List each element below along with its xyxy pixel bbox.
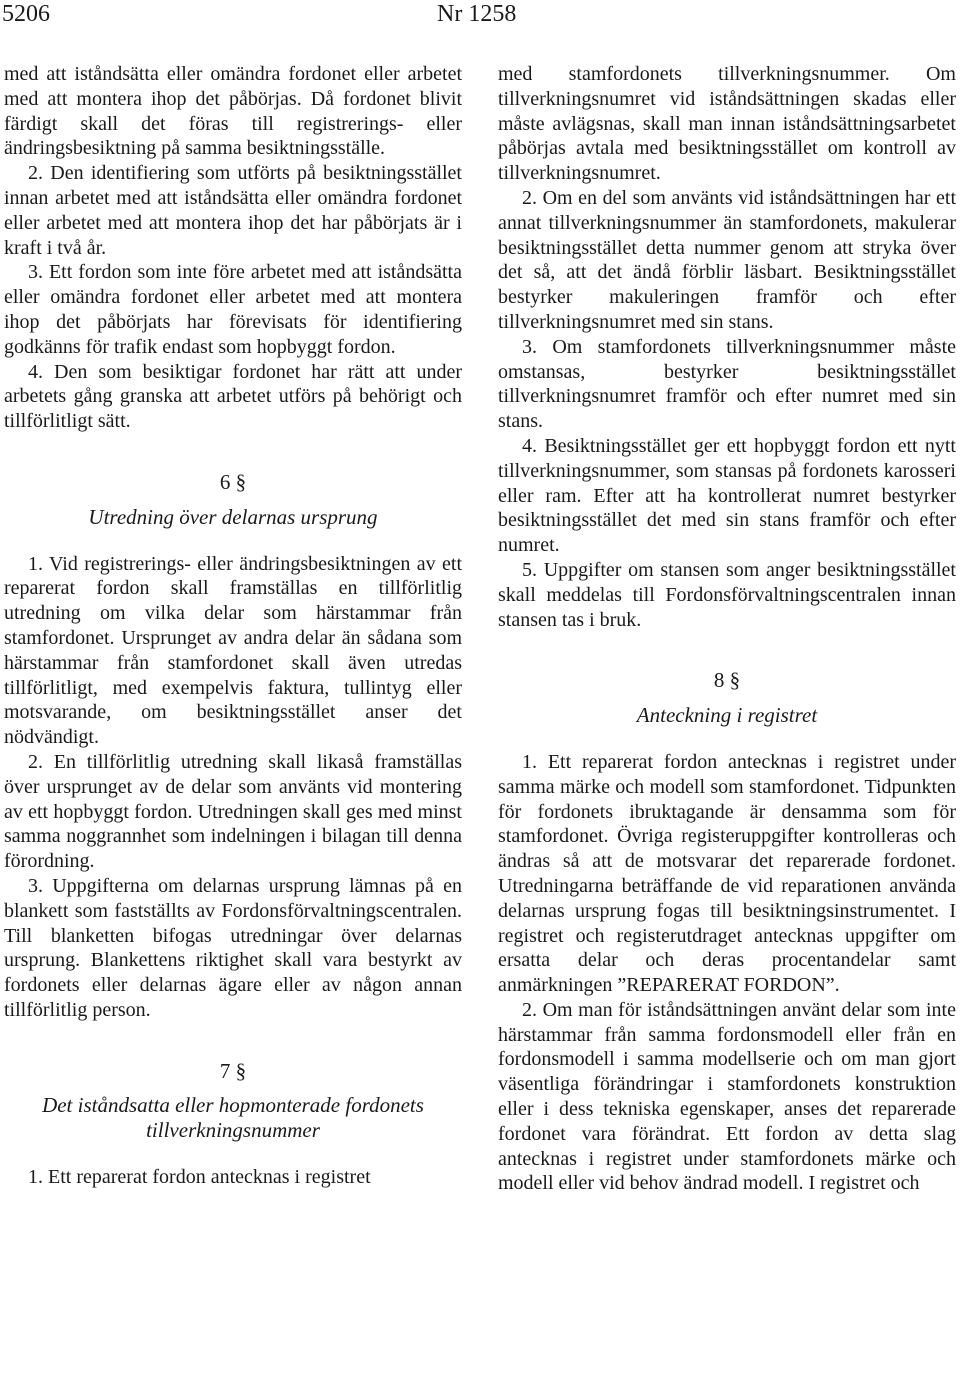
page-number: 5206 xyxy=(2,1,50,27)
right-column xyxy=(498,62,956,1196)
paragraph: med att iståndsätta eller omändra fordonet eller arbetet med att montera ihop det påbörjas. Då fordonet blivit färdigt skall det föras till registrerings- eller ändringsbesiktning på samma besiktningsställe. xyxy=(4,63,462,160)
paragraph: 4. Den som besiktigar fordonet har rätt att under arbetets gång granska att arbetet utförs på behörigt och tillförlitligt sätt. xyxy=(4,360,462,433)
paragraph: 1. Ett reparerat fordon antecknas i registret under samma märke och modell som stamfordonet. Tidpunkten för fordonets ibruktagande är densamma som för stamfordonet. Övriga registeruppgifter kontrolleras och ändras så att de motsvarar det reparerade fordonet. Utredningarna beträffande de vid reparationen använda delarnas ursprung fogas till besiktningsinstrumentet. I registret och registerutdraget antecknas uppgifter om ersatta delar och deras procentandelar samt anmärkningen ”REPARERAT FORDON”. xyxy=(498,750,956,997)
paragraph: 5. Uppgifter om stansen som anger besiktningsstället skall meddelas till Fordonsförvaltningscentralen innan stansen tas i bruk. xyxy=(498,558,956,631)
document-number: Nr 1258 xyxy=(437,1,517,27)
section-title: Utredning över delarnas ursprung xyxy=(88,504,378,529)
left-column xyxy=(4,62,462,1190)
paragraph: 1. Vid registrerings- eller ändringsbesiktningen av ett reparerat fordon skall framställas en tillförlitlig utredning om vilka delar som härstammar från stamfordonet. Ursprunget av andra delar än sådana som härstammar från stamfordonet skall även utredas tillförlitligt, med exempelvis faktura, tullintyg eller motsvarande, om besiktningsstället anser det nödvändigt. xyxy=(4,552,462,749)
section-number: 8 § xyxy=(713,668,741,693)
paragraph: 3. Ett fordon som inte före arbetet med att iståndsätta eller omändra fordonet eller arbetet med att montera ihop det påbörjats har förevisats för identifiering godkänns för trafik endast som hopbyggt fordon. xyxy=(4,261,462,358)
paragraph: med stamfordonets tillverkningsnummer. Om tillverkningsnumret vid iståndsättningen skadas eller måste avlägsnas, skall man innan iståndsättningsarbetet påbörjas avtala med besiktningsstället om kontroll av tillverkningsnumret. xyxy=(498,63,956,185)
section-number: 7 § xyxy=(219,1058,247,1083)
section-title: Anteckning i registret xyxy=(636,703,818,728)
paragraph: 4. Besiktningsstället ger ett hopbyggt fordon ett nytt tillverkningsnummer, som stansas på fordonets karosseri eller ram. Efter att ha kontrollerat numret bestyrker besiktningsstället det med sin stans framför och efter numret. xyxy=(498,434,956,557)
paragraph: 2. Om en del som använts vid iståndsättningen har ett annat tillverkningsnummer än stamfordonets, makulerar besiktningsstället detta nummer genom att stryka över det så, att det ändå förblir läsbart. Besiktningsstället bestyrker makuleringen framför och efter tillverkningsnumret med sin stans. xyxy=(498,186,956,333)
paragraph: 3. Om stamfordonets tillverkningsnummer måste omstansas, bestyrker besiktningsstället tillverkningsnumret framför och efter numret med sin stans. xyxy=(498,335,956,433)
page-header xyxy=(0,0,960,30)
paragraph: 2. Om man för iståndsättningen använt delar som inte härstammar från samma fordonsmodell eller från en fordonsmodell i samma modellserie och om man gjort väsentliga förändringar i stamfordonets konstruktion eller i dess tekniska egenskaper, anses det reparerade fordonet vara förändrat. Ett fordon av detta slag antecknas i registret under stamfordonets märke och modell eller vid behov ändrad modell. I registret och xyxy=(498,998,956,1195)
paragraph: 2. Den identifiering som utförts på besiktningsstället innan arbetet med att iståndsätta eller omändra fordonet eller arbetet med att montera ihop det har påbörjats är i kraft i två år. xyxy=(4,162,462,259)
section-number: 6 § xyxy=(219,469,247,494)
paragraph: 2. En tillförlitlig utredning skall likaså framställas över ursprunget av de delar som använts vid montering av ett hopbyggt fordon. Utredningen skall ges med minst samma noggrannhet som indelningen i bilagan till denna förordning. xyxy=(4,750,462,873)
section-title: Det iståndsatta eller hopmonterade fordonets tillverkningsnummer xyxy=(42,1093,424,1143)
paragraph: 1. Ett reparerat fordon antecknas i registret xyxy=(28,1166,371,1189)
paragraph: 3. Uppgifterna om delarnas ursprung lämnas på en blankett som fastställts av Fordonsförvaltningscentralen. Till blanketten bifogas utredningar över delarnas ursprung. Blankettens riktighet skall vara bestyrkt av fordonets eller delarnas ägare eller av någon annan tillförlitlig person. xyxy=(4,874,462,1021)
